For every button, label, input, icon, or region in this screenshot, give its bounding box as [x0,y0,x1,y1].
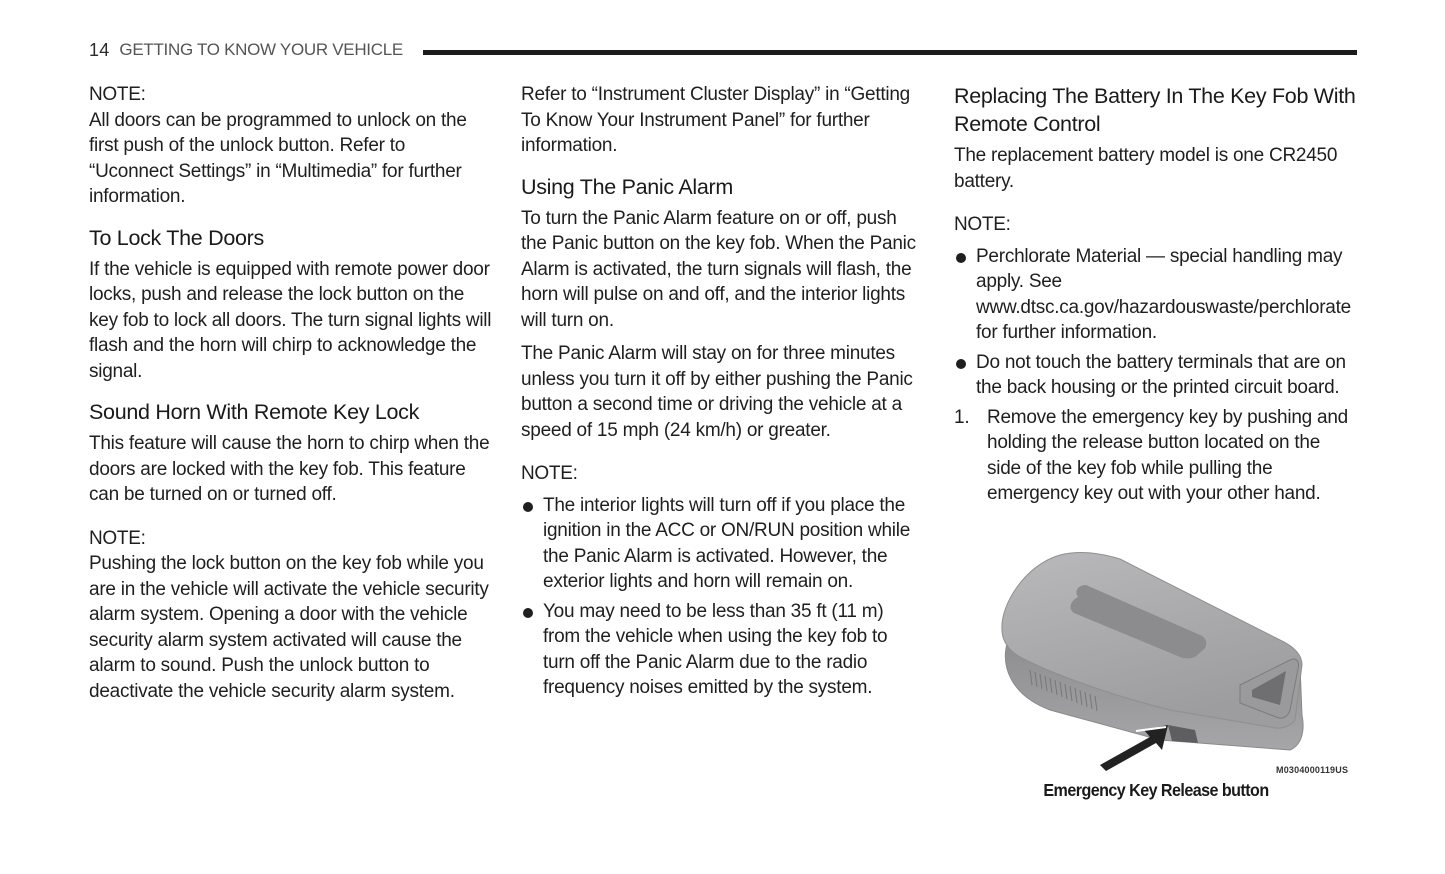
step-item [954,405,1358,507]
panic-text-1: To turn the Panic Alarm feature on or off, push the Panic button on the key fob. When the Panic Alarm is activated, the turn signals will flash, the horn will pulse on and off, and the interior lights will turn on. [521,207,916,331]
bullet-icon [956,253,966,263]
list-item: You may need to be less than 35 ft (11 m) from the vehicle when using the key fob to turn off the Panic Alarm due to the radio frequency noises emitted by the system. [521,599,923,701]
note-bullet-list [954,244,1358,401]
figure-code: M0304000119US [1276,765,1349,775]
heading-sound-horn: Sound Horn With Remote Key Lock [89,400,420,424]
header-rule [423,50,1357,55]
steps-list [954,405,1358,507]
heading-replacing-battery: Replacing The Battery In The Key Fob With Remote Control [954,84,1356,136]
note-label: NOTE: [89,84,146,105]
note-text: Pushing the lock button on the key fob while you are in the vehicle will activate the vehicle security alarm system. Opening a door with the vehicle security alarm system activated will cause the alarm to sound. Push the unlock button to deactivate the vehicle security alarm system. [89,553,489,702]
figure-caption: Emergency Key Release button [1043,780,1269,800]
page-number: 14 [89,39,110,60]
note-text: All doors can be programmed to unlock on the first push of the unlock button. Refer to “Uconnect Settings” in “Multimedia” for further information. [89,109,467,207]
list-item: The interior lights will turn off if you place the ignition in the ACC or ON/RUN position while the Panic Alarm is activated. However, the exterior lights and horn will remain on. [521,493,923,595]
step-text: Remove the emergency key by pushing and holding the release button located on the side of the key fob while pulling the emergency key out with your other hand. [987,406,1348,504]
note-bullet-list [521,493,923,701]
column-3 [954,82,1358,507]
bullet-icon [523,502,533,512]
column-2 [521,82,923,705]
note-label: NOTE: [89,527,146,549]
key-fob-figure [990,545,1360,780]
heading-lock-doors: To Lock The Doors [89,225,264,250]
bullet-icon [523,608,533,618]
note-label: NOTE: [521,463,578,484]
battery-text: The replacement battery model is one CR2450 battery. [954,145,1338,192]
sound-horn-text: This feature will cause the horn to chirp when the doors are locked with the key fob. This feature can be turned on or turned off. [89,433,490,505]
list-item: Do not touch the battery terminals that are on the back housing or the printed circuit board. [954,350,1358,401]
list-item: Perchlorate Material — special handling may apply. See www.dtsc.ca.gov/hazardouswaste/perchlorate for further information. [954,244,1358,346]
bullet-icon [956,359,966,369]
page-header [89,38,1357,62]
panic-text-2: The Panic Alarm will stay on for three minutes unless you turn it off by either pushing the Panic button a second time or driving the vehicle at a speed of 15 mph (24 km/h) or greater. [521,343,913,441]
column-1 [89,82,494,712]
step-number: 1. [954,406,970,428]
note-label: NOTE: [954,214,1011,235]
key-fob-illustration [990,545,1360,780]
lock-doors-text: If the vehicle is equipped with remote power door locks, push and release the lock button on the key fob to lock all doors. The turn signal lights will flash and the horn will chirp to acknowledge the signal. [89,258,492,382]
section-title: GETTING TO KNOW YOUR VEHICLE [119,40,403,59]
heading-panic-alarm: Using The Panic Alarm [521,174,733,199]
intro-text: Refer to “Instrument Cluster Display” in “Getting To Know Your Instrument Panel” for further information. [521,84,910,156]
